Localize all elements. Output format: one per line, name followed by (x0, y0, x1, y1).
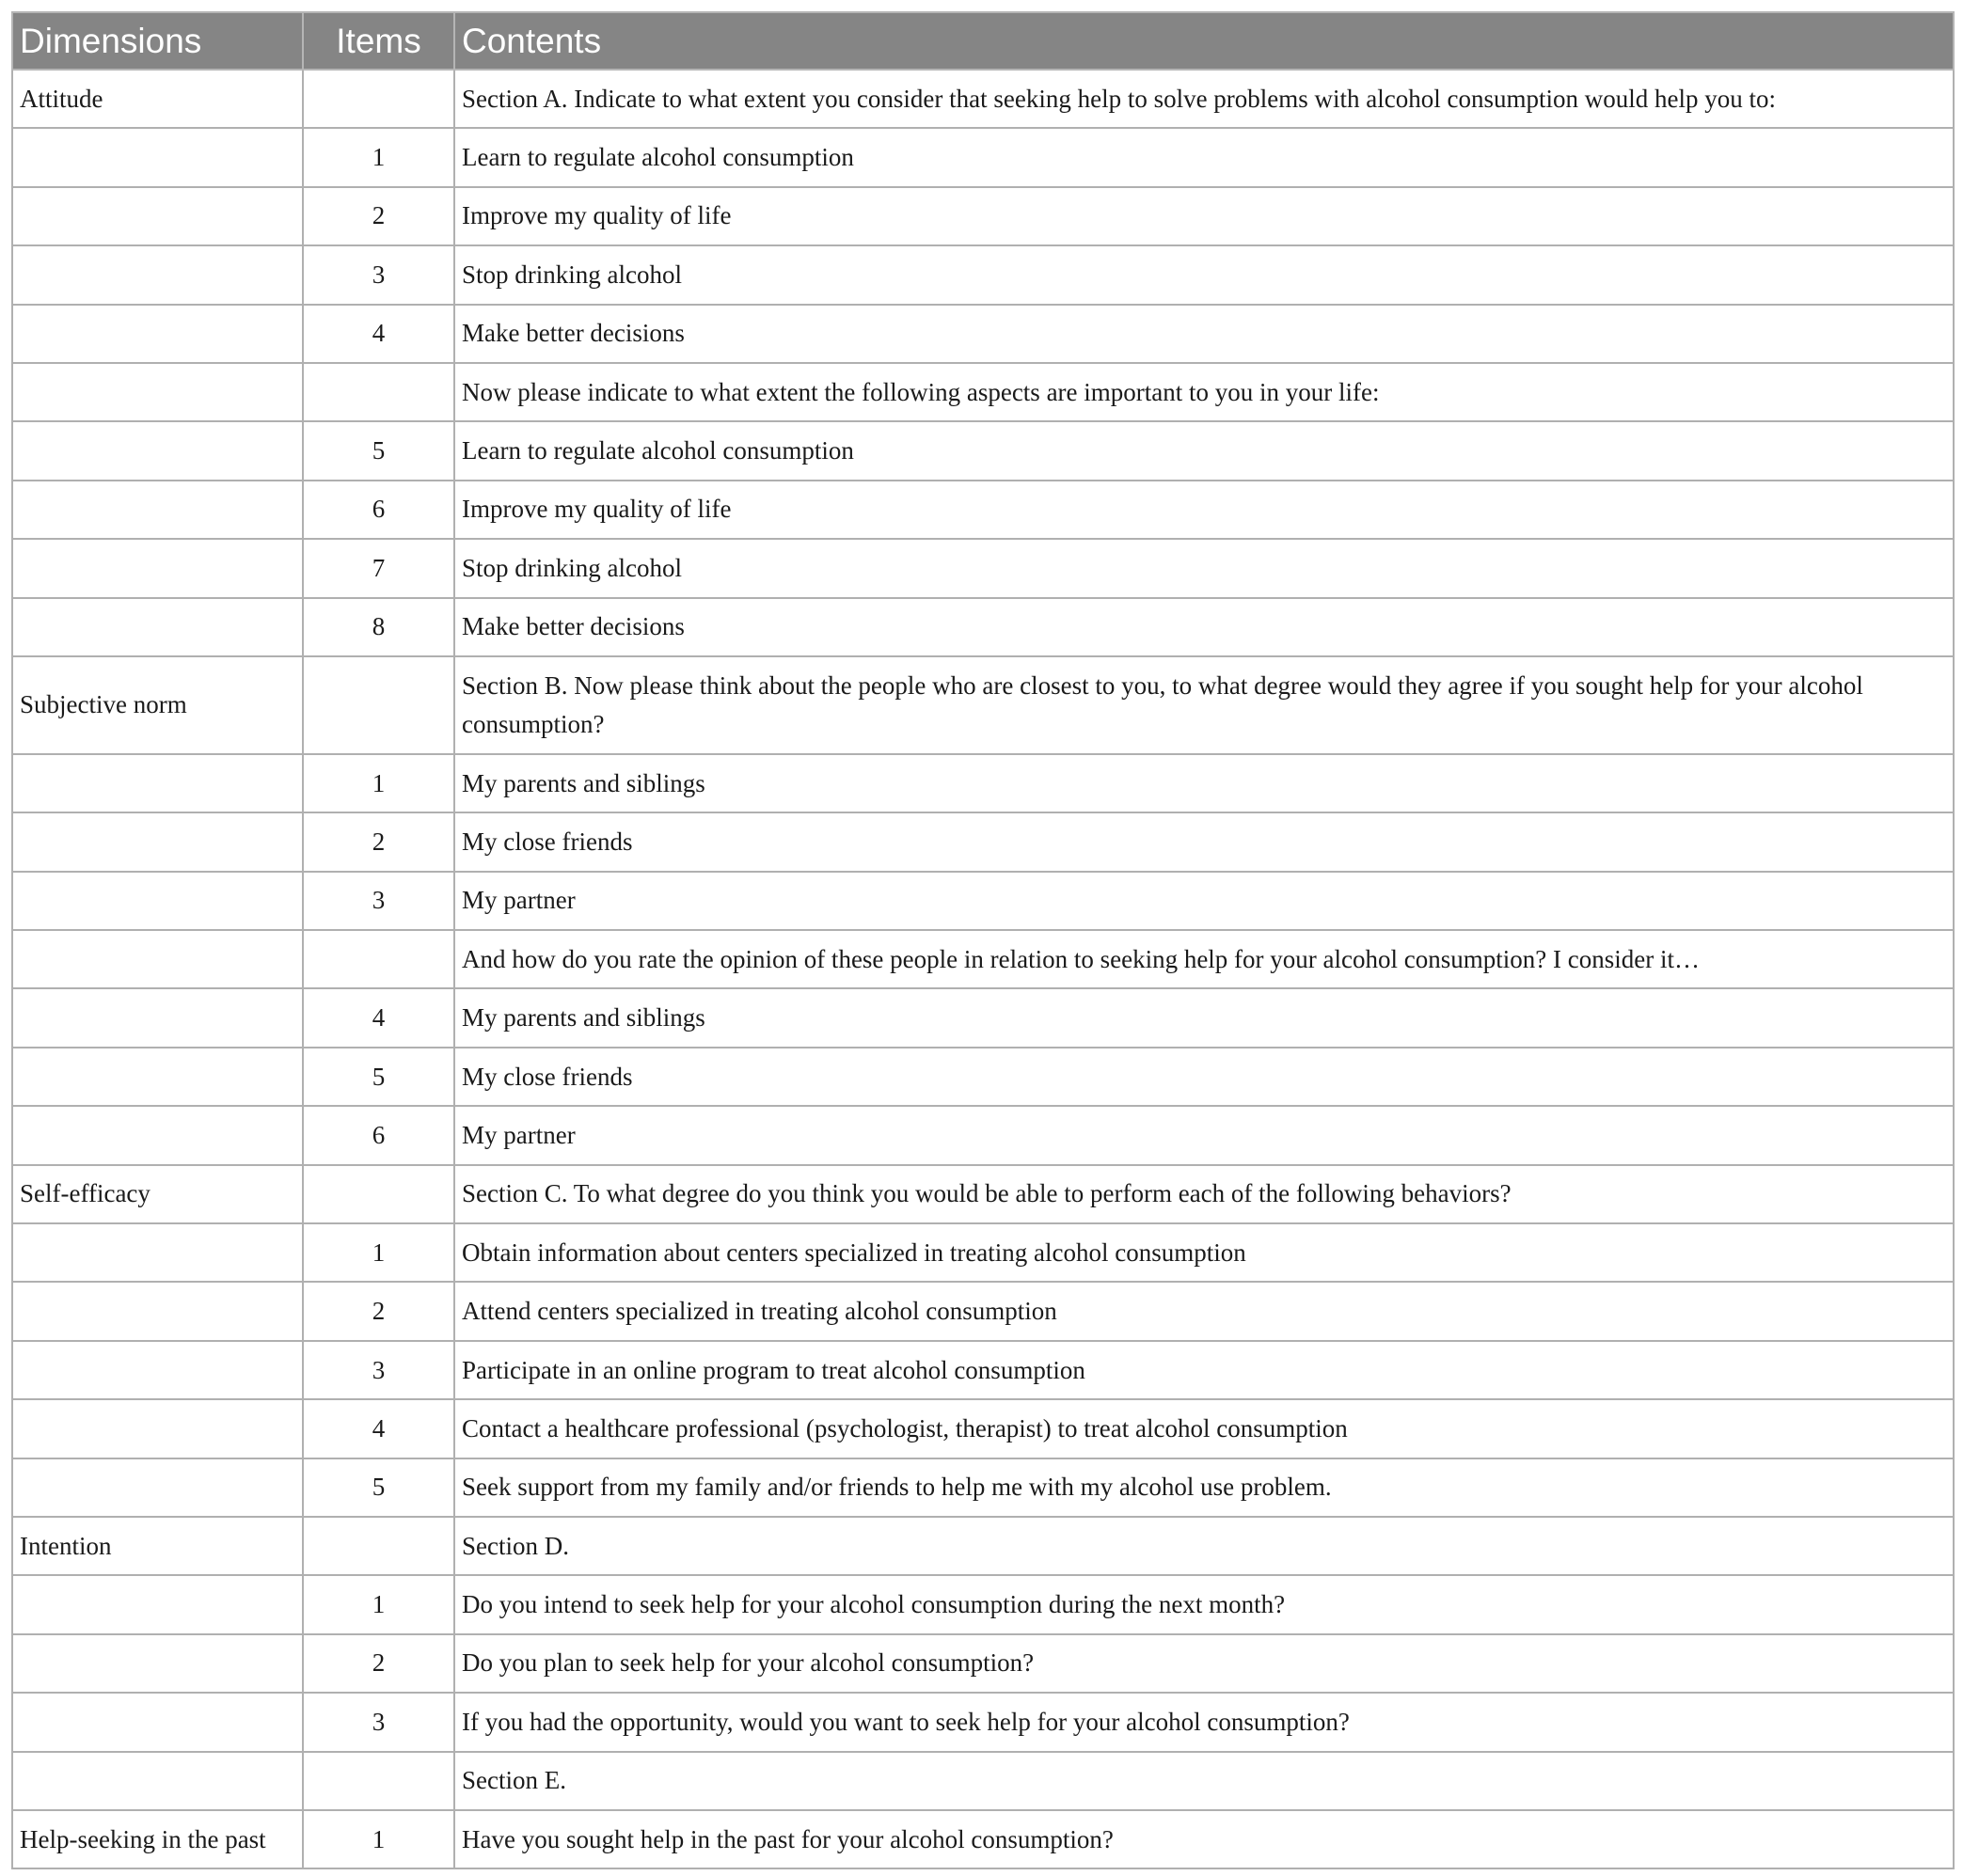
dimension-cell (12, 1575, 303, 1633)
content-cell: Learn to regulate alcohol consumption (454, 421, 1954, 480)
item-number-cell (303, 1752, 454, 1810)
dimension-cell: Intention (12, 1517, 303, 1575)
dimension-cell (12, 930, 303, 988)
dimension-cell (12, 1634, 303, 1693)
item-number-cell: 3 (303, 1341, 454, 1399)
content-cell: Make better decisions (454, 598, 1954, 656)
table-row (12, 1223, 1954, 1282)
table-row (12, 305, 1954, 363)
dimension-cell (12, 245, 303, 304)
table-row (12, 1165, 1954, 1223)
table-row (12, 1106, 1954, 1164)
table-row (12, 656, 1954, 754)
dimension-cell (12, 539, 303, 597)
dimension-cell (12, 1399, 303, 1458)
dimension-cell (12, 305, 303, 363)
item-number-cell: 2 (303, 1634, 454, 1693)
dimension-cell (12, 1458, 303, 1517)
item-number-cell: 5 (303, 1048, 454, 1106)
item-number-cell (303, 930, 454, 988)
content-cell: My close friends (454, 812, 1954, 871)
dimension-cell (12, 1341, 303, 1399)
dimension-cell (12, 421, 303, 480)
content-cell: Have you sought help in the past for your alcohol consumption? (454, 1810, 1954, 1868)
table-row (12, 1458, 1954, 1517)
item-number-cell (303, 656, 454, 754)
table-row (12, 1693, 1954, 1751)
table-row (12, 187, 1954, 245)
content-cell: Stop drinking alcohol (454, 539, 1954, 597)
item-number-cell: 1 (303, 754, 454, 812)
table-row (12, 988, 1954, 1047)
dimension-cell (12, 1048, 303, 1106)
dimension-cell: Help-seeking in the past (12, 1810, 303, 1868)
item-number-cell: 3 (303, 1693, 454, 1751)
table-row (12, 1810, 1954, 1868)
table-row (12, 539, 1954, 597)
dimension-cell (12, 872, 303, 930)
dimension-cell (12, 187, 303, 245)
table-row (12, 70, 1954, 128)
content-cell: Do you intend to seek help for your alcohol consumption during the next month? (454, 1575, 1954, 1633)
table-row (12, 128, 1954, 186)
content-cell: Learn to regulate alcohol consumption (454, 128, 1954, 186)
table-row (12, 1575, 1954, 1633)
table-row (12, 930, 1954, 988)
item-number-cell: 4 (303, 305, 454, 363)
content-cell: Make better decisions (454, 305, 1954, 363)
dimension-cell (12, 754, 303, 812)
item-number-cell: 6 (303, 481, 454, 539)
item-number-cell (303, 363, 454, 421)
dimension-cell (12, 1282, 303, 1340)
dimension-cell (12, 1223, 303, 1282)
dimension-cell (12, 598, 303, 656)
dimension-cell (12, 481, 303, 539)
item-number-cell (303, 70, 454, 128)
dimension-cell: Attitude (12, 70, 303, 128)
item-number-cell: 4 (303, 1399, 454, 1458)
content-cell: Section D. (454, 1517, 1954, 1575)
content-cell: Improve my quality of life (454, 481, 1954, 539)
content-cell: My partner (454, 872, 1954, 930)
content-cell: And how do you rate the opinion of these people in relation to seeking help for your alcohol consumption? I consider it… (454, 930, 1954, 988)
content-cell: Section A. Indicate to what extent you consider that seeking help to solve problems with alcohol consumption would help you to: (454, 70, 1954, 128)
table-row (12, 363, 1954, 421)
content-cell: Participate in an online program to treat alcohol consumption (454, 1341, 1954, 1399)
dimension-cell (12, 812, 303, 871)
content-cell: My parents and siblings (454, 988, 1954, 1047)
item-number-cell: 3 (303, 245, 454, 304)
dimension-cell (12, 128, 303, 186)
content-cell: Section B. Now please think about the people who are closest to you, to what degree would they agree if you sought help for your alcohol consumption? (454, 656, 1954, 754)
item-number-cell: 1 (303, 128, 454, 186)
dimension-cell (12, 1106, 303, 1164)
item-number-cell: 5 (303, 421, 454, 480)
table-row (12, 421, 1954, 480)
content-cell: If you had the opportunity, would you want to seek help for your alcohol consumption? (454, 1693, 1954, 1751)
content-cell: Section E. (454, 1752, 1954, 1810)
header-items: Items (303, 12, 454, 70)
content-cell: Attend centers specialized in treating alcohol consumption (454, 1282, 1954, 1340)
table-row (12, 872, 1954, 930)
content-cell: Section C. To what degree do you think you would be able to perform each of the following behaviors? (454, 1165, 1954, 1223)
content-cell: Seek support from my family and/or friends to help me with my alcohol use problem. (454, 1458, 1954, 1517)
item-number-cell: 7 (303, 539, 454, 597)
item-number-cell: 6 (303, 1106, 454, 1164)
header-dimensions: Dimensions (12, 12, 303, 70)
item-number-cell: 1 (303, 1223, 454, 1282)
table-row (12, 245, 1954, 304)
table-header-row (12, 12, 1954, 70)
content-cell: Obtain information about centers specialized in treating alcohol consumption (454, 1223, 1954, 1282)
table-row (12, 598, 1954, 656)
questionnaire-table (11, 11, 1955, 1869)
dimension-cell: Subjective norm (12, 656, 303, 754)
content-cell: Improve my quality of life (454, 187, 1954, 245)
table-row (12, 812, 1954, 871)
dimension-cell: Self-efficacy (12, 1165, 303, 1223)
header-contents: Contents (454, 12, 1954, 70)
item-number-cell: 2 (303, 812, 454, 871)
dimension-cell (12, 988, 303, 1047)
table-row (12, 1517, 1954, 1575)
item-number-cell (303, 1517, 454, 1575)
item-number-cell: 2 (303, 1282, 454, 1340)
content-cell: My partner (454, 1106, 1954, 1164)
table-row (12, 1752, 1954, 1810)
item-number-cell: 3 (303, 872, 454, 930)
table-row (12, 1634, 1954, 1693)
table-body (12, 70, 1954, 1868)
dimension-cell (12, 1693, 303, 1751)
item-number-cell (303, 1165, 454, 1223)
table-row (12, 1399, 1954, 1458)
dimension-cell (12, 1752, 303, 1810)
content-cell: Stop drinking alcohol (454, 245, 1954, 304)
table-row (12, 481, 1954, 539)
content-cell: Do you plan to seek help for your alcohol consumption? (454, 1634, 1954, 1693)
item-number-cell: 8 (303, 598, 454, 656)
content-cell: My close friends (454, 1048, 1954, 1106)
item-number-cell: 1 (303, 1810, 454, 1868)
item-number-cell: 2 (303, 187, 454, 245)
item-number-cell: 5 (303, 1458, 454, 1517)
table-row (12, 1048, 1954, 1106)
table-row (12, 1282, 1954, 1340)
dimension-cell (12, 363, 303, 421)
content-cell: Now please indicate to what extent the following aspects are important to you in your life: (454, 363, 1954, 421)
content-cell: Contact a healthcare professional (psychologist, therapist) to treat alcohol consumption (454, 1399, 1954, 1458)
item-number-cell: 4 (303, 988, 454, 1047)
table-row (12, 754, 1954, 812)
table-row (12, 1341, 1954, 1399)
item-number-cell: 1 (303, 1575, 454, 1633)
content-cell: My parents and siblings (454, 754, 1954, 812)
